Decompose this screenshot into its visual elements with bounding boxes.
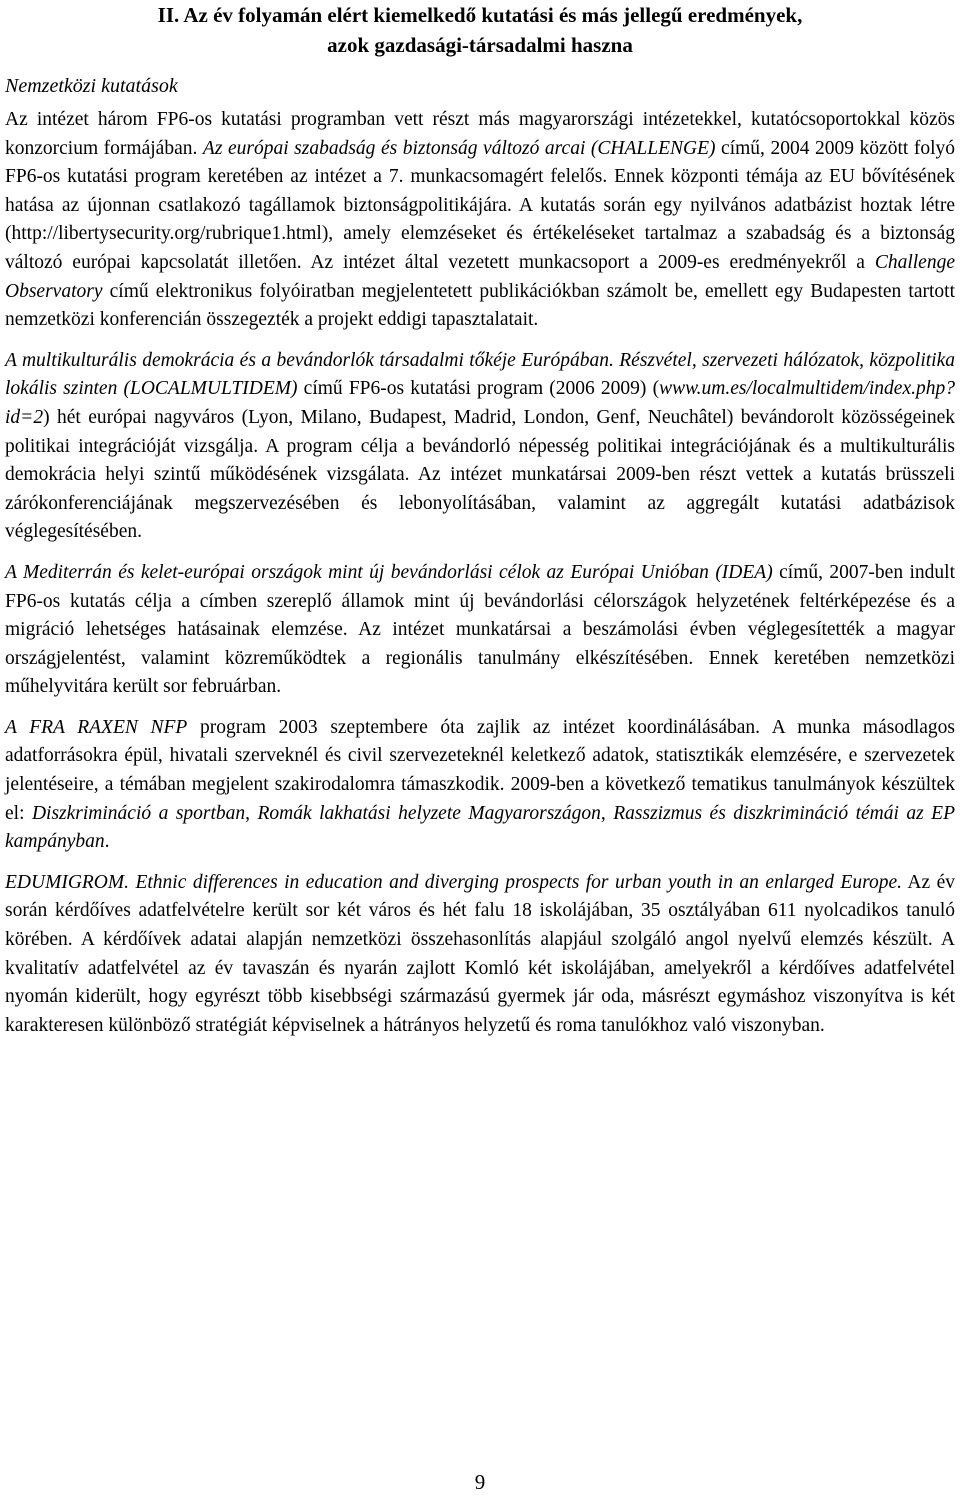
heading-line-1: II. Az év folyamán elért kiemelkedő kutatási és más jellegű eredmények, [157,3,803,27]
paragraph-intro: Az intézet három FP6-os kutatási programban vett részt más magyarországi intézetekkel, kutatócsoportokkal közös konzorcium formájában. [5,109,955,159]
paragraph-text: ) hét európai nagyváros (Lyon, Milano, Budapest, Madrid, London, Genf, Neuchâtel) bevándorolt közösségeinek politikai integrációját vizsgálja. A program célja a bevándorló népesség politikai integrációjának és a multikulturális demokrácia helyi szintű működésének vizsgálata. Az intézet munkatársai 2009-ben részt vettek a kutatás brüsszeli zárókonferenciájának megszervezésében és lebonyolításában, valamint az aggregált kutatási adatbázisok véglegesítésében. [5,406,955,543]
paragraph-challenge [5,106,955,335]
page-number: 9 [474,1470,486,1494]
paragraph-text: Az év során kérdőíves adatfelvételre került sor két város és hét falu 18 iskolájában, 35 osztályában 611 nyolcadikos tanuló körében. A kérdőívek adatai alapján nemzetközi összehasonlítás alapjául szolgáló angol nyelvű elemzés készült. A kvalitatív adatfelvétel az év tavaszán és nyarán zajlott Komló két iskolájában, amelyekről a kérdőíves adatfelvétel nyomán kiderült, hogy egyrészt több kisebbségi származású gyermek jár oda, másrészt egymáshoz viszonyítva is két karakteresen különböző stratégiát képviselnek a hátrányos helyzetű és roma tanulókhoz való viszonyban. [5,871,955,1036]
study-title: Romák lakhatási helyzete Magyarországon [257,802,601,824]
paragraph-text: című, 2004 2009 között folyó FP6-os kutatási program keretében az intézet a 7. munkacsomagért felelős. Ennek központi témája az EU bővítésének hatása az újonnan csatlakozó tagállamok biztonságpolitikájára. A kutatás során egy nyilvános adatbázist hoztak létre (http://libertysecurity.org/rubrique1.html), amely elemzéseket és értékeléseket tartalmaz a szabadság és a biztonság változó európai kapcsolatát illetően. Az intézet által vezetett munkacsoport a 2009-es eredményekről a [5,137,955,273]
section-label: Nemzetközi kutatások [5,75,178,97]
page-heading [5,0,955,60]
project-url: www.um.es/localmultidem/index.php?id=2 [5,378,955,428]
paragraph-edumigrom [5,869,955,1041]
paragraph-localmultidem [5,347,955,547]
paragraph-text: című elektronikus folyóiratban megjelentetett publikációkban számolt be, emellett egy Budapesten tartott nemzetközi konferencián összegezték a projekt eddigi tapasztalatait. [5,280,955,331]
project-title: A multikulturális demokrácia és a bevándorlók társadalmi tőkéje Európában. Részvétel, szervezeti hálózatok, közpolitika lokális szinten (LOCALMULTIDEM) [5,349,955,400]
paragraph-text: , [600,802,614,824]
paragraph-text: . [104,831,110,853]
paragraph-text: , [245,802,258,824]
project-title: A FRA RAXEN NFP [5,716,188,738]
paragraph-text: című, 2007-ben indult FP6-os kutatás célja a címben szereplő államok mint új bevándorlási célországok helyzetének feltérképezése és a migráció lehetséges hatásainak elemzése. Az intézet munkatársai a beszámolási évben véglegesítették a magyar országjelentést, valamint közreműködtek a regionális tanulmány elkészítésében. Ennek keretében nemzetközi műhelyvitára került sor februárban. [5,561,955,698]
heading-line-2: azok gazdasági-társadalmi haszna [327,33,633,57]
study-title: Rasszizmus és diszkrimináció témái az EP kampányban [5,802,955,853]
paragraph-text: című FP6-os kutatási program (2006 2009) ( [297,378,660,400]
project-title: Az európai szabadság és biztonság változó arcai (CHALLENGE) [202,137,716,159]
emphasis: Challenge Observatory [5,251,955,302]
paragraph-idea [5,559,955,702]
paragraph-raxen [5,714,955,857]
project-title: EDUMIGROM. Ethnic differences in education and diverging prospects for urban youth in an enlarged Europe. [5,871,902,893]
project-title: A Mediterrán és kelet-európai országok mint új bevándorlási célok az Európai Unióban (IDEA) [5,561,773,583]
paragraph-text: program 2003 szeptembere óta zajlik az intézet koordinálásában. A munka másodlagos adatforrásokra épül, hivatali szerveknél és civil szervezeteknél keletkező adatok, statisztikák elemzésére, e szervezetek jelentéseire, a témában megjelent szakirodalomra támaszkodik. 2009-ben a következő tematikus tanulmányok készültek el: [5,716,956,824]
study-title: Diszkrimináció a sportban [31,802,246,824]
document-page [5,0,955,1040]
